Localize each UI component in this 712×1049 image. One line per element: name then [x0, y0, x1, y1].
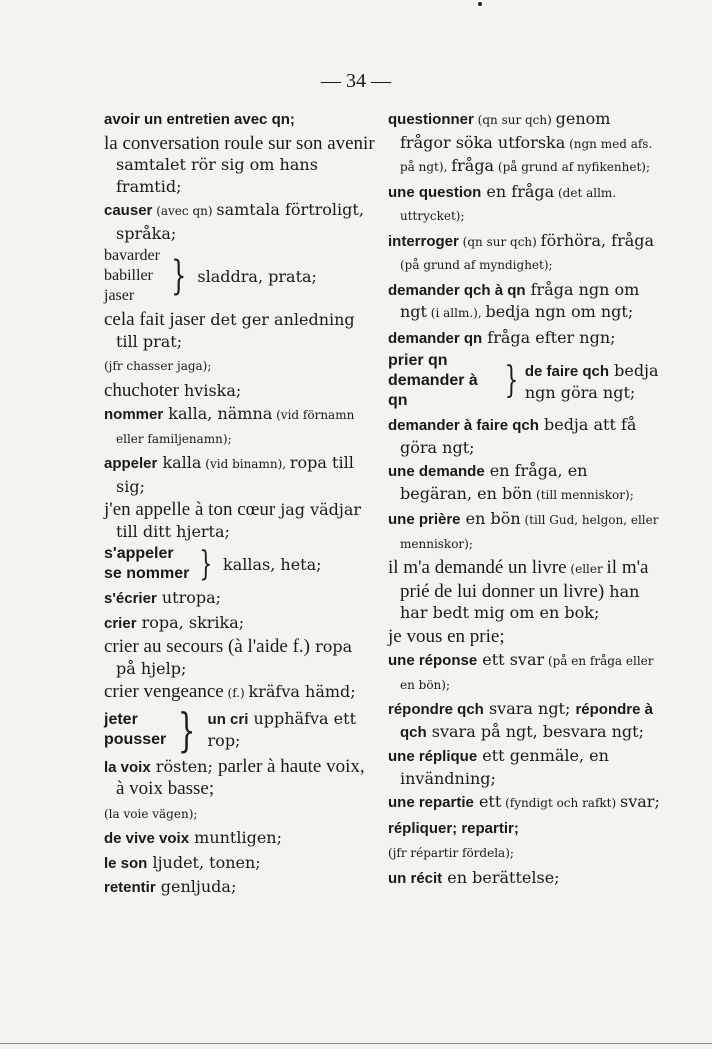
entry: [388, 108, 660, 179]
translation: bedja att få göra ngt;: [400, 415, 637, 457]
phrase: il m'a demandé un livre: [388, 557, 567, 578]
translation: fråga ngn om ngt: [400, 279, 640, 321]
translation: jag vädjar till ditt hjerta;: [116, 500, 362, 541]
headword: une réplique: [388, 748, 478, 765]
headword: une demande: [388, 463, 485, 480]
phrase: cela fait jaser: [104, 309, 206, 330]
headword: retentir: [104, 879, 156, 896]
note: (vid förnamn eller familjenamn);: [116, 408, 355, 446]
phrase: crier au secours (à l'aide f.): [104, 636, 310, 657]
note: (vid binamn),: [201, 457, 290, 471]
translation: kallas, heta;: [223, 554, 322, 574]
note: (till menniskor);: [532, 487, 634, 502]
note: (till Gud, helgon, eller menniskor);: [400, 513, 659, 551]
translation: fråga efter ngn;: [482, 327, 616, 347]
phrase: je vous en prie;: [388, 625, 505, 647]
entry: [388, 508, 660, 555]
headword: répondre à qch: [400, 701, 653, 741]
headword: une repartie: [388, 794, 474, 811]
entry: [388, 279, 660, 325]
headword: une réponse: [388, 652, 478, 669]
brace-mark: }: [504, 360, 519, 401]
note: (qn sur qch): [458, 234, 541, 249]
headword: appeler: [104, 455, 158, 472]
entry: [104, 587, 376, 610]
entry: [104, 636, 376, 679]
headword: demander qn: [388, 329, 483, 347]
headword: un cri: [207, 711, 249, 728]
entry: [388, 460, 660, 506]
headword: de faire qch: [524, 362, 610, 380]
translation: ropa på hjelp;: [116, 637, 353, 678]
headword: nommer: [104, 406, 164, 423]
entry: [388, 841, 660, 865]
translation: samtala förtroligt, språka;: [116, 200, 364, 243]
brace-word: babiller: [104, 267, 153, 284]
entry: [388, 698, 660, 743]
translation: kalla: [157, 453, 202, 472]
brace-word: pousser: [104, 730, 167, 748]
brace-tail: [525, 360, 660, 403]
brace-word: demander à qn: [388, 372, 478, 409]
translation: hviska;: [178, 380, 242, 400]
translation: det ger anledning till prat;: [116, 310, 355, 351]
translation: sladdra, prata;: [197, 266, 317, 286]
phrase: la conversation roule sur son avenir: [104, 132, 375, 154]
headword: demander qch à qn: [388, 281, 526, 299]
entry: [388, 649, 660, 696]
translation: han har bedt mig om en bok;: [400, 581, 640, 622]
phrase: j'en appelle à ton cœur: [104, 499, 276, 520]
translation: svara på ngt, besvara ngt;: [426, 721, 644, 741]
note: (ngn med afs. på ngt),: [400, 136, 653, 174]
headword: interroger: [388, 232, 459, 250]
note: (la voie vägen);: [104, 806, 198, 821]
headword: avoir un entretien avec qn;: [104, 111, 295, 128]
note: (avec qn): [152, 204, 217, 218]
translation: svara ngt;: [483, 699, 576, 718]
translation: samtalet rör sig om hans framtid;: [116, 155, 318, 196]
headword: répondre qch: [388, 701, 484, 718]
headword: répliquer; repartir;: [388, 819, 519, 837]
entry: [104, 612, 376, 635]
brace-word: jaser: [104, 287, 135, 304]
headword: un récit: [388, 869, 443, 887]
entry: [104, 199, 376, 244]
right-column: [388, 108, 660, 891]
translation: ropa till sig;: [116, 453, 354, 496]
translation: upphäfva ett rop;: [207, 709, 357, 750]
entry: [104, 354, 376, 378]
headword: la voix: [104, 758, 151, 776]
entry: [104, 452, 376, 497]
page-edge-line: [0, 1043, 712, 1044]
ink-speck: [478, 2, 482, 6]
headword: causer: [104, 202, 153, 219]
translation: utropa;: [156, 588, 222, 607]
brace-mark: }: [199, 544, 213, 584]
entry: [388, 327, 660, 350]
note: (qn sur qch): [473, 113, 556, 127]
translation: ett svar: [477, 650, 545, 669]
note: (på grund af nyfikenhet);: [494, 160, 651, 174]
note: (fyndigt och rafkt): [501, 796, 620, 810]
translation: fråga: [451, 156, 495, 175]
page-number: — 34 —: [321, 70, 391, 92]
brace-group: [104, 544, 376, 584]
entry: [388, 230, 660, 277]
entry: [104, 133, 376, 198]
translation: ljudet, tonen;: [147, 852, 261, 872]
translation: ropa, skrika;: [136, 612, 245, 632]
entry: [388, 181, 660, 228]
translation: en fråga: [481, 181, 555, 201]
note: (på en fråga eller en bön);: [400, 654, 654, 692]
brace-group: [104, 702, 376, 757]
entry: [388, 867, 660, 890]
phrase: crier vengeance: [104, 681, 224, 702]
translation: förhöra, fråga: [540, 230, 655, 250]
translation: svar;: [620, 792, 660, 811]
brace-group: [388, 351, 660, 411]
headword: questionner: [388, 111, 474, 128]
translation: ett: [473, 792, 502, 811]
entry: [104, 380, 376, 402]
phrase: il m'a prié de lui donner un livre): [400, 557, 649, 602]
brace-word: prier qn: [388, 352, 448, 369]
brace-word: se nommer: [104, 565, 190, 582]
entry: [388, 817, 660, 840]
note: (jfr répartir fördela);: [388, 846, 514, 860]
note: (i allm.),: [426, 306, 486, 320]
translation: en berättelse;: [442, 867, 560, 887]
entry: [104, 802, 376, 826]
headword: demander à faire qch: [388, 417, 539, 434]
entry: [104, 108, 376, 131]
brace-group: [104, 246, 376, 306]
headword: le son: [104, 854, 148, 872]
note: (det allm. uttrycket);: [400, 185, 617, 223]
translation: en bön: [460, 509, 521, 528]
entry: [104, 876, 376, 899]
headword: de vive voix: [104, 830, 190, 847]
entry: [104, 681, 376, 705]
entry: [104, 403, 376, 450]
left-column: [104, 108, 376, 901]
translation: genljuda;: [155, 877, 237, 896]
translation: bedja ngn göra ngt;: [524, 360, 659, 402]
brace-tail: [208, 708, 376, 751]
entry: [388, 414, 660, 458]
brace-mark: }: [171, 253, 187, 299]
brace-word: s'appeler: [104, 545, 174, 562]
headword: une prière: [388, 511, 461, 528]
headword: s'écrier: [104, 590, 157, 607]
note: (på grund af myndighet);: [400, 258, 553, 272]
note: (jfr chasser jaga);: [104, 359, 212, 373]
translation: rösten;: [150, 756, 218, 776]
entry: [388, 791, 660, 815]
translation: genom frågor söka utforska: [400, 109, 611, 152]
entry: [104, 827, 376, 850]
translation: kalla, nämna: [163, 404, 273, 423]
phrase: chuchoter: [104, 379, 179, 401]
translation: ett genmäle, en invändning;: [400, 746, 609, 788]
entry: [104, 309, 376, 352]
headword: crier: [104, 614, 137, 632]
entry: [104, 756, 376, 800]
entry: [104, 499, 376, 542]
translation: kräfva hämd;: [248, 682, 356, 701]
headword: une question: [388, 183, 482, 201]
translation: bedja ngn om ngt;: [485, 302, 634, 321]
brace-mark: }: [178, 702, 196, 757]
brace-word: jeter: [104, 710, 138, 728]
translation: en fråga, en begäran, en bön: [400, 461, 588, 503]
entry: [388, 745, 660, 789]
brace-word: bavarder: [104, 247, 160, 264]
note: (f.): [223, 686, 249, 700]
entry: [104, 852, 376, 875]
entry: [388, 557, 660, 624]
note: (eller: [566, 562, 607, 576]
translation: muntligen;: [189, 828, 282, 847]
entry: [388, 626, 660, 648]
phrase: parler à haute voix, à voix basse;: [116, 755, 365, 799]
